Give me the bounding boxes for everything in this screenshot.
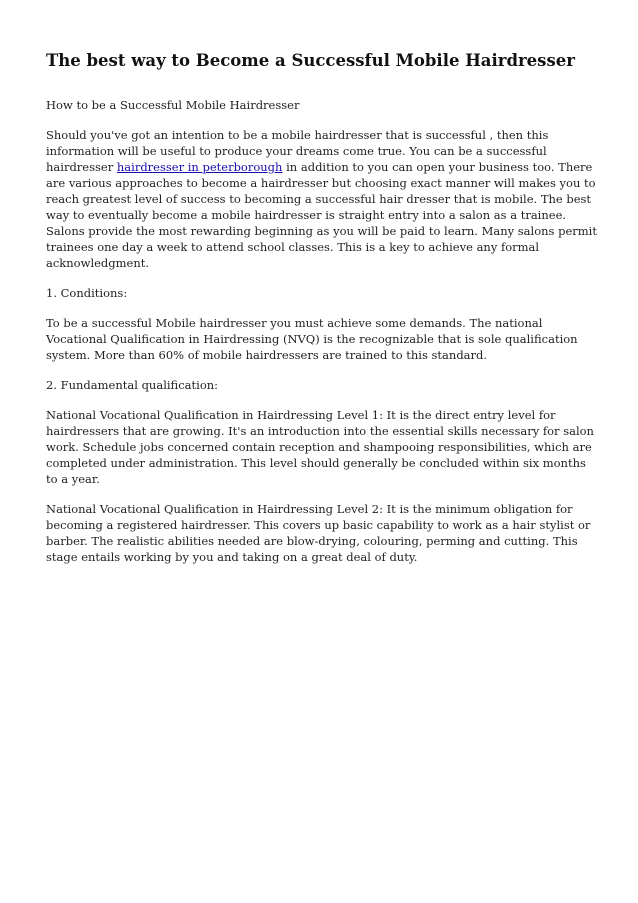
section-heading-qualification: 2. Fundamental qualification: [46,378,219,392]
hairdresser-link[interactable]: hairdresser in peterborough [116,160,283,174]
conditions-paragraph: To be a successful Mobile hairdresser you must achieve some demands. The national Vocational Qualification in Hairdressing (NVQ) is the recognizable that is sole qualification system. More than 60% of mobile hairdressers are trained to this standard. [46,316,578,362]
intro-text-before-link: Should you've got an intention to be a mobile hairdresser that is successful , then this information will be useful to produce your dreams come true. You can be a successful hairdresser [46,128,549,174]
intro-paragraph [46,127,598,271]
document-page [46,50,598,579]
level2-paragraph: National Vocational Qualification in Hairdressing Level 2: It is the minimum obligation for becoming a registered hairdresser. This covers up basic capability to work as a hair stylist or barber. The realistic abilities needed are blow-drying, colouring, perming and cutting. This stage entails working by you and taking on a great deal of duty. [46,502,591,564]
level1-paragraph: National Vocational Qualification in Hairdressing Level 1: It is the direct entry level for hairdressers that are growing. It's an introduction into the essential skills necessary for salon work. Schedule jobs concerned contain reception and shampooing responsibilities, which are completed under administration. This level should generally be concluded within six months to a year. [46,408,594,486]
document-subtitle: How to be a Successful Mobile Hairdresser [46,98,300,112]
intro-text-after-link: in addition to you can open your business too. There are various approaches to become a hairdresser but choosing exact manner will makes you to reach greatest level of success to becoming a successful hair dresser that is mobile. The best way to eventually become a mobile hairdresser is straight entry into a salon as a trainee. Salons provide the most rewarding beginning as you will be paid to learn. Many salons permit trainees one day a week to attend school classes. This is a key to achieve any formal acknowledgment. [46,160,597,270]
document-title: The best way to Become a Successful Mobile Hairdresser [46,51,575,70]
section-heading-conditions: 1. Conditions: [46,286,128,300]
